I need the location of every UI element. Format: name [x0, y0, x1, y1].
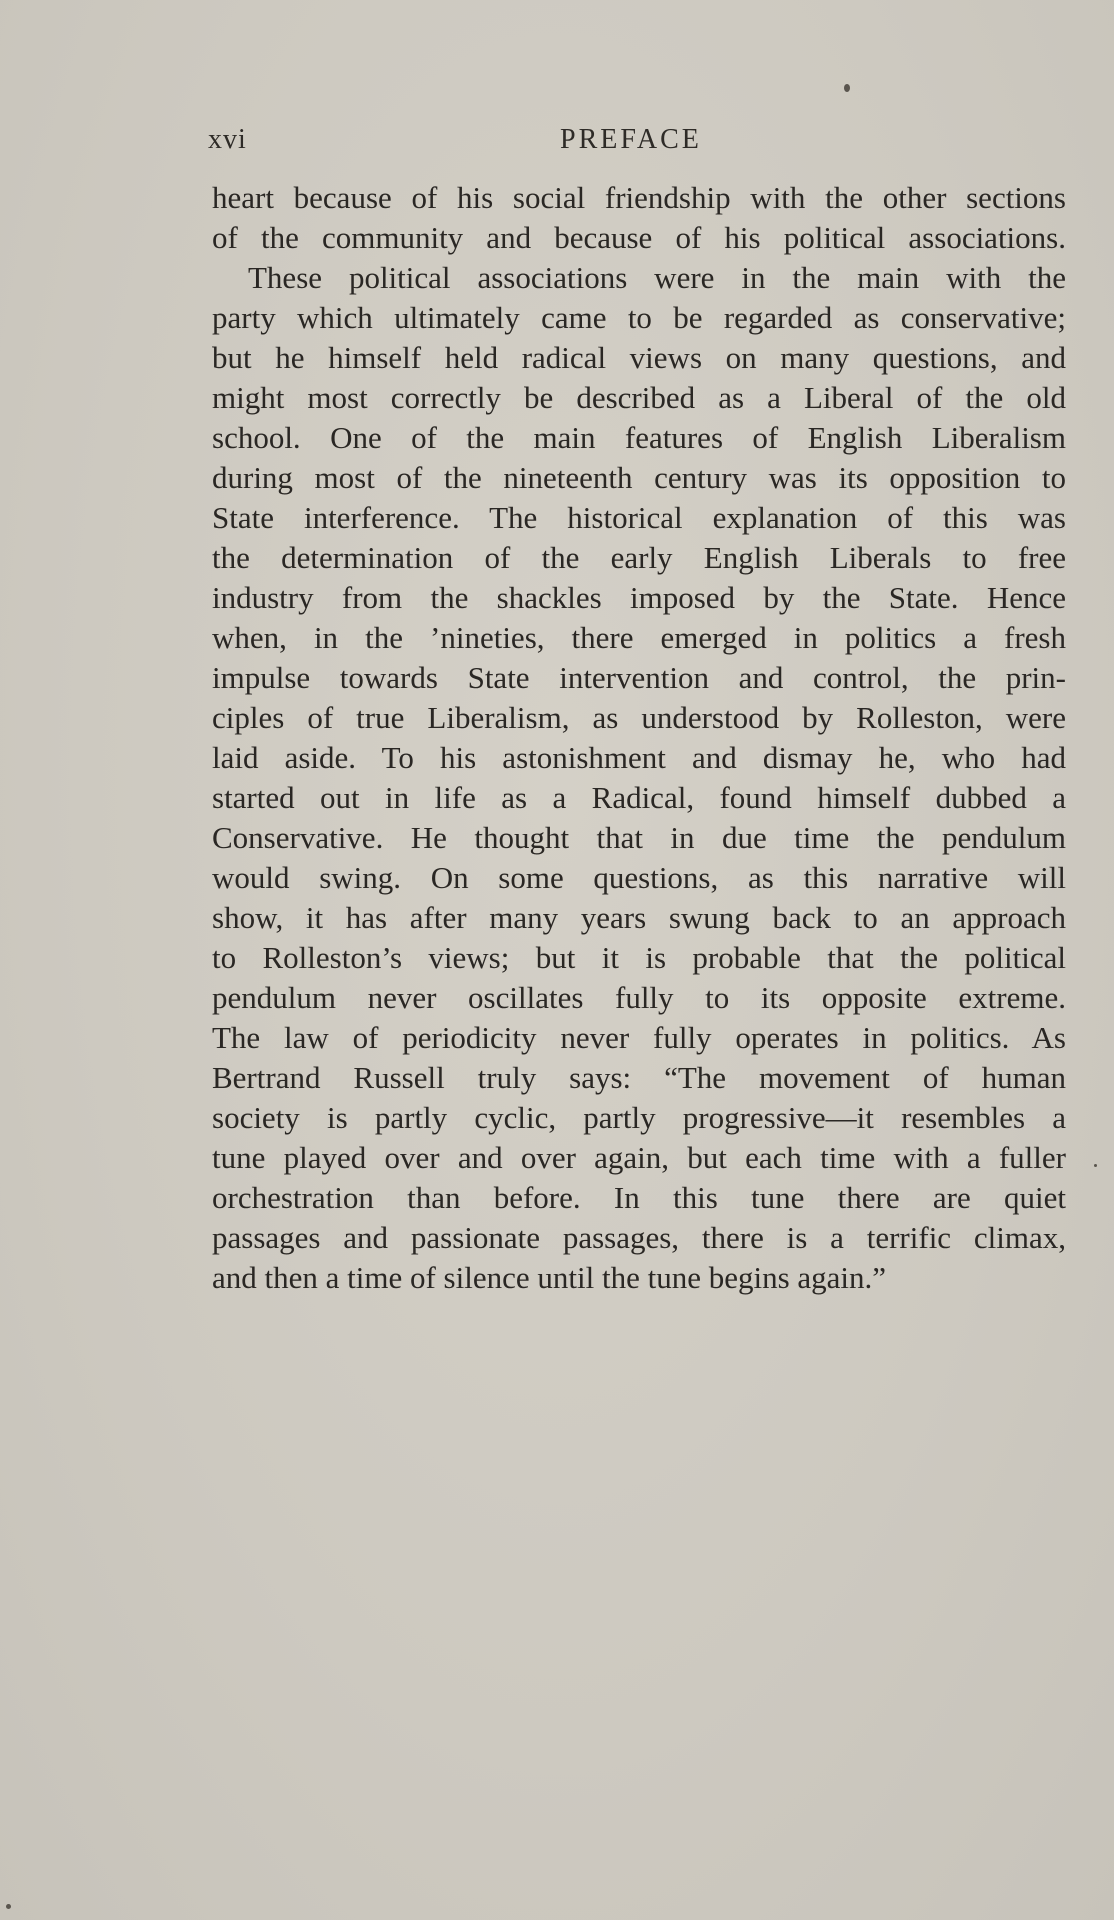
text-line: orchestration than before. In this tune there are quiet: [212, 1180, 1066, 1215]
text-line: pendulum never oscillates fully to its opposite extreme.: [212, 980, 1066, 1015]
text-line: Bertrand Russell truly says: “The movement of human: [212, 1060, 1066, 1095]
text-line: impulse towards State intervention and control, the prin-: [212, 660, 1066, 695]
text-line: would swing. On some questions, as this narrative will: [212, 860, 1066, 895]
text-line: the determination of the early English Liberals to free: [212, 540, 1066, 575]
text-line: of the community and because of his political associations.: [212, 220, 1066, 255]
text-line: industry from the shackles imposed by the State. Hence: [212, 580, 1066, 615]
text-line: society is partly cyclic, partly progressive—it resembles a: [212, 1100, 1066, 1135]
body-text: [212, 178, 1066, 1298]
text-line: might most correctly be described as a Liberal of the old: [212, 380, 1066, 415]
text-line: but he himself held radical views on many questions, and: [212, 340, 1066, 375]
text-line: Conservative. He thought that in due time the pendulum: [212, 820, 1066, 855]
text-line: State interference. The historical explanation of this was: [212, 500, 1066, 535]
text-line: ciples of true Liberalism, as understood by Rolleston, were: [212, 700, 1066, 735]
text-line: when, in the ’nineties, there emerged in politics a fresh: [212, 620, 1066, 655]
text-line: These political associations were in the main with the: [248, 260, 1066, 295]
text-line: party which ultimately came to be regarded as conservative;: [212, 300, 1066, 335]
ink-speck: [844, 84, 850, 92]
text-line: started out in life as a Radical, found himself dubbed a: [212, 780, 1066, 815]
text-line: The law of periodicity never fully operates in politics. As: [212, 1020, 1066, 1055]
page-number: xvi: [208, 124, 247, 155]
text-line: school. One of the main features of English Liberalism: [212, 420, 1066, 455]
text-line: and then a time of silence until the tune begins again.”: [212, 1260, 887, 1295]
ink-speck: [6, 1904, 11, 1909]
text-line: passages and passionate passages, there is a terrific climax,: [212, 1220, 1066, 1255]
text-line: during most of the nineteenth century was its opposition to: [212, 460, 1066, 495]
text-line: show, it has after many years swung back to an approach: [212, 900, 1066, 935]
ink-speck: [1094, 1164, 1097, 1167]
text-line: heart because of his social friendship with the other sections: [212, 180, 1066, 215]
text-line: laid aside. To his astonishment and dismay he, who had: [212, 740, 1066, 775]
text-line: to Rolleston’s views; but it is probable that the political: [212, 940, 1066, 975]
text-line: tune played over and over again, but each time with a fuller: [212, 1140, 1066, 1175]
page-header: [208, 124, 1064, 164]
running-head: PREFACE: [560, 124, 702, 155]
